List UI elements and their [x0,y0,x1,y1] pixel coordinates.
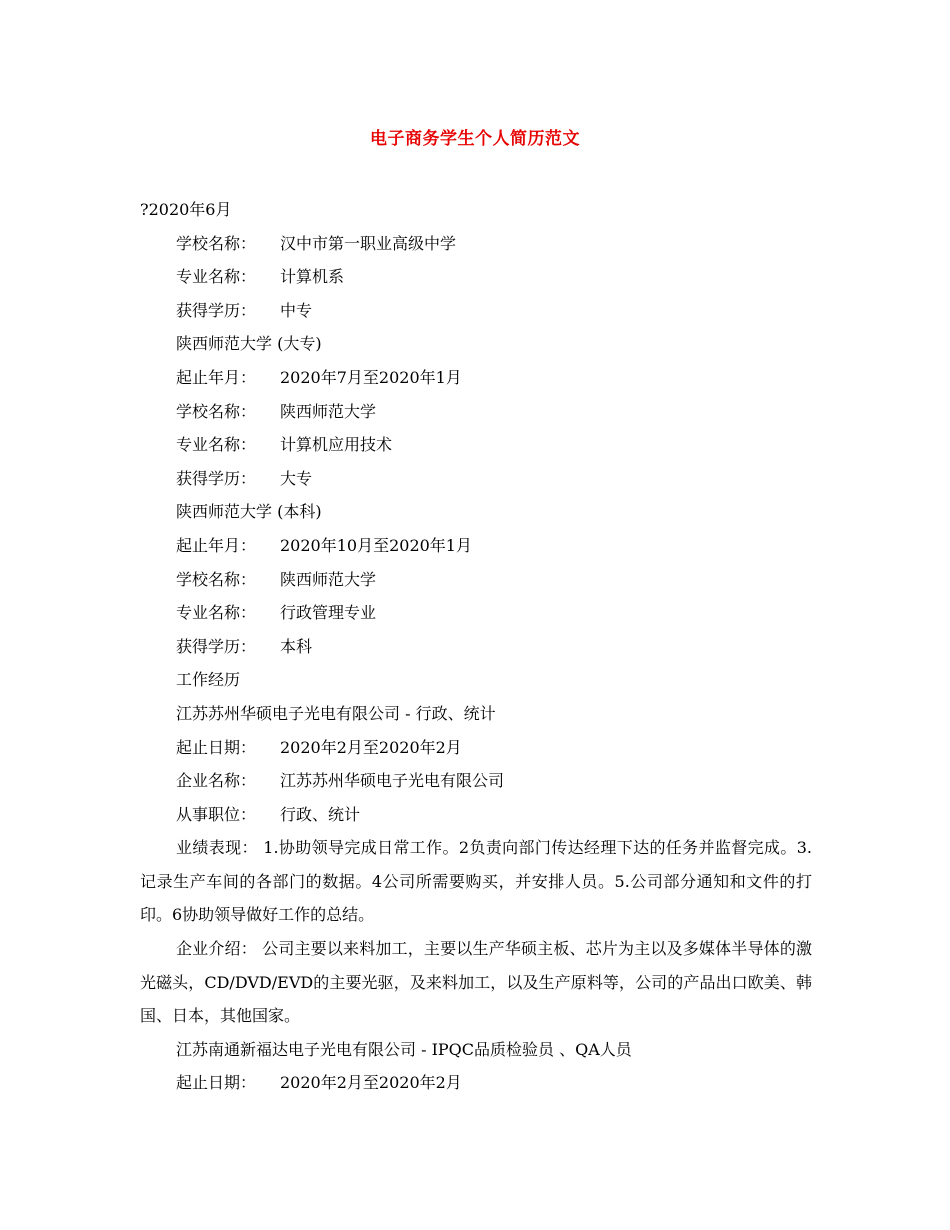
edu3-heading: 陕西师范大学 (本科) [176,502,322,522]
job1-company-label: 企业名称： [176,771,257,791]
job2-period-value: 2020年2月至2020年2月 [280,1073,462,1093]
edu1-school-label: 学校名称： [176,233,257,253]
edu2-major-row [140,428,812,462]
job1-period-label: 起止日期： [176,737,257,757]
edu1-major-label: 专业名称： [176,267,257,287]
edu1-degree-value: 中专 [280,300,313,320]
edu3-school-label: 学校名称： [176,569,257,589]
work-heading: 工作经历 [176,670,241,690]
job1-period-row [140,731,812,765]
edu2-school-label: 学校名称： [176,401,257,421]
resume-content [140,193,812,1100]
edu1-degree-label: 获得学历： [176,300,257,320]
job1-period-value: 2020年2月至2020年2月 [280,737,462,757]
date-line: ?2020年6月 [140,200,232,219]
edu2-major-value: 计算机应用技术 [280,435,393,455]
edu3-degree-label: 获得学历： [176,636,257,656]
edu2-school-value: 陕西师范大学 [280,401,377,421]
edu1-degree-row [140,294,812,328]
job1-company-row [140,764,812,798]
edu2-period-row [140,361,812,395]
edu2-school-row [140,395,812,429]
edu2-period-label: 起止年月： [176,367,257,387]
edu3-degree-value: 本科 [280,636,313,656]
edu3-period-value: 2020年10月至2020年1月 [280,535,472,555]
job2-period-row [140,1066,812,1100]
job1-intro: 企业介绍： 公司主要以来料加工，主要以生产华硕主板、芯片为主以及多媒体半导体的激光磁头，CD/DVD/EVD的主要光驱，及来料加工，以及生产原料等，公司的产品出口欧美、韩国、日本，其他国家。 [140,939,812,1026]
job1-position-value: 行政、统计 [280,804,361,824]
job2-heading: 江苏南通新福达电子光电有限公司 - IPQC品质检验员 、QA人员 [176,1039,632,1059]
edu3-major-row [140,596,812,630]
edu1-major-value: 计算机系 [280,267,345,287]
edu3-major-label: 专业名称： [176,603,257,623]
edu1-major-row [140,260,812,294]
edu2-degree-row [140,462,812,496]
edu2-major-label: 专业名称： [176,435,257,455]
edu3-period-row [140,529,812,563]
edu3-major-value: 行政管理专业 [280,603,377,623]
edu3-period-label: 起止年月： [176,535,257,555]
edu2-period-value: 2020年7月至2020年1月 [280,367,462,387]
job2-period-label: 起止日期： [176,1073,257,1093]
job1-performance: 业绩表现： 1.协助领导完成日常工作。2负责向部门传达经理下达的任务并监督完成。3.记录生产车间的各部门的数据。4公司所需要购买，并安排人员。5.公司部分通知和文件的打印。6协助领导做好工作的总结。 [140,838,812,925]
job1-heading: 江苏苏州华硕电子光电有限公司 - 行政、统计 [176,703,496,723]
edu3-school-value: 陕西师范大学 [280,569,377,589]
document-title: 电子商务学生个人简历范文 [370,129,580,149]
edu2-degree-value: 大专 [280,468,313,488]
edu1-school-value: 汉中市第一职业高级中学 [280,233,457,253]
edu3-degree-row [140,630,812,664]
edu2-degree-label: 获得学历： [176,468,257,488]
edu2-heading: 陕西师范大学 (大专) [176,334,322,354]
job1-position-label: 从事职位： [176,804,257,824]
job1-company-value: 江苏苏州华硕电子光电有限公司 [280,771,505,791]
edu1-school-row [140,227,812,261]
job1-position-row [140,798,812,832]
edu3-school-row [140,563,812,597]
